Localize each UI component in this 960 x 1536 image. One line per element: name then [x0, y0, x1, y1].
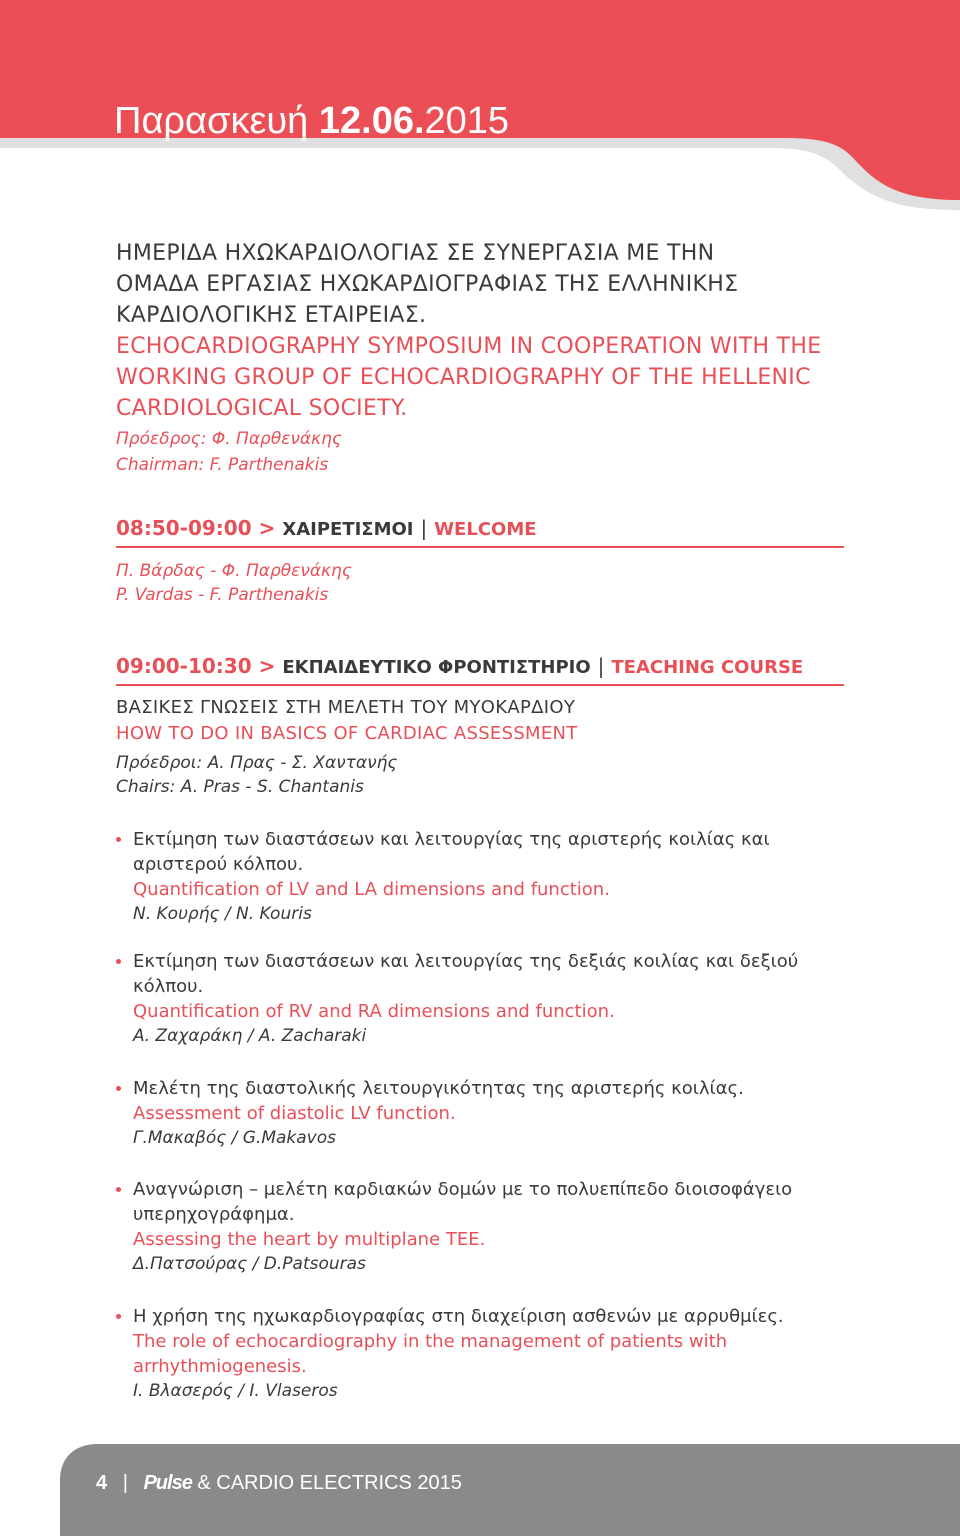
- session-time: 08:50-09:00 >: [116, 516, 276, 540]
- session-teaching-heading: 09:00-10:30 > ΕΚΠΑΙΔΕΥΤΙΚΟ ΦΡΟΝΤΙΣΤΗΡΙΟ | TEACHING COURSE: [116, 654, 804, 678]
- session-welcome-heading: 08:50-09:00 > ΧΑΙΡΕΤΙΣΜΟΙ | WELCOME: [116, 516, 537, 540]
- footer-label: 4 | Pulse & CARDIO ELECTRICS 2015: [96, 1472, 462, 1494]
- course-subtitle-gr: ΒΑΣΙΚΕΣ ΓΝΩΣΕΙΣ ΣΤΗ ΜΕΛΕΤΗ ΤΟΥ ΜΥΟΚΑΡΔΙΟΥ: [116, 697, 576, 718]
- talk-speaker: Α. Ζαχαράκη / A. Zacharaki: [133, 1026, 367, 1046]
- talk-speaker: Γ.Μακαβός / G.Makavos: [133, 1128, 336, 1148]
- pulse-logo: Pulse: [143, 1472, 192, 1494]
- talk-speaker: Δ.Πατσούρας / D.Patsouras: [133, 1254, 366, 1274]
- course-subtitle-en: HOW TO DO IN BASICS OF CARDIAC ASSESSMENT: [116, 723, 578, 744]
- talk-speaker: Ι. Βλασερός / I. Vlaseros: [133, 1381, 338, 1401]
- date-day-month: 12.06.: [318, 100, 425, 142]
- date-day: Παρασκευή: [114, 100, 309, 142]
- date-year: 2015: [424, 100, 510, 142]
- bullet-icon: [116, 1314, 121, 1319]
- bullet-icon: [116, 1187, 121, 1192]
- talk-item: Εκτίμηση των διαστάσεων και λειτουργίας της αριστερής κοιλίας και αριστερού κόλπου. Quantification of LV and LA dimensions and function. Ν. Κουρής / N. Kouris: [116, 827, 856, 927]
- footer-publication: & CARDIO ELECTRICS 2015: [197, 1472, 462, 1494]
- talk-item: Μελέτη της διαστολικής λειτουργικότητας της αριστερής κοιλίας. Assessment of diastolic LV function. Γ.Μακαβός / G.Makavos: [116, 1076, 856, 1151]
- talk-item: Αναγνώριση – μελέτη καρδιακών δομών με το πολυεπίπεδο διοισοφάγειο υπερηχογράφημα. Assessing the heart by multiplane TEE. Δ.Πατσούρας / D.Patsouras: [116, 1177, 856, 1277]
- talk-item: Η χρήση της ηχωκαρδιογραφίας στη διαχείριση ασθενών με αρρυθμίες. The role of echocardiography in the management of patients with arrhythmiogenesis. Ι. Βλασερός / I. Vlaseros: [116, 1304, 856, 1404]
- speakers-gr: Π. Βάρδας - Φ. Παρθενάκης: [116, 561, 352, 581]
- divider: [116, 546, 844, 548]
- divider: [116, 684, 844, 686]
- page-date: [114, 100, 509, 143]
- symposium-title-gr: ΗΜΕΡΙΔΑ ΗΧΩΚΑΡΔΙΟΛΟΓΙΑΣ ΣΕ ΣΥΝΕΡΓΑΣΙΑ ΜΕ ΤΗΝ ΟΜΑΔΑ ΕΡΓΑΣΙΑΣ ΗΧΩΚΑΡΔΙΟΓΡΑΦΙΑΣ ΤΗΣ ΕΛΛΗΝΙΚΗΣ ΚΑΡΔΙΟΛΟΓΙΚΗΣ ΕΤΑΙΡΕΙΑΣ.: [116, 241, 739, 328]
- chair-en: Chairman: F. Parthenakis: [116, 455, 329, 475]
- chairs-gr: Πρόεδροι: Α. Πρας - Σ. Χαντανής: [116, 753, 398, 773]
- page-number: 4: [96, 1472, 108, 1494]
- session-time: 09:00-10:30 >: [116, 654, 276, 678]
- talk-item: Εκτίμηση των διαστάσεων και λειτουργίας της δεξιάς κοιλίας και δεξιού κόλπου. Quantification of RV and RA dimensions and function. Α. Ζαχαράκη / A. Zacharaki: [116, 949, 856, 1049]
- symposium-title-en: ECHOCARDIOGRAPHY SYMPOSIUM IN COOPERATION WITH THE WORKING GROUP OF ECHOCARDIOGRAPHY OF THE HELLENIC CARDIOLOGICAL SOCIETY.: [116, 334, 822, 421]
- chairs-en: Chairs: A. Pras - S. Chantanis: [116, 777, 364, 797]
- bullet-icon: [116, 959, 121, 964]
- bullet-icon: [116, 1086, 121, 1091]
- talk-speaker: Ν. Κουρής / N. Kouris: [133, 904, 312, 924]
- chair-gr: Πρόεδρος: Φ. Παρθενάκης: [116, 429, 342, 449]
- speakers-en: P. Vardas - F. Parthenakis: [116, 585, 329, 605]
- bullet-icon: [116, 837, 121, 842]
